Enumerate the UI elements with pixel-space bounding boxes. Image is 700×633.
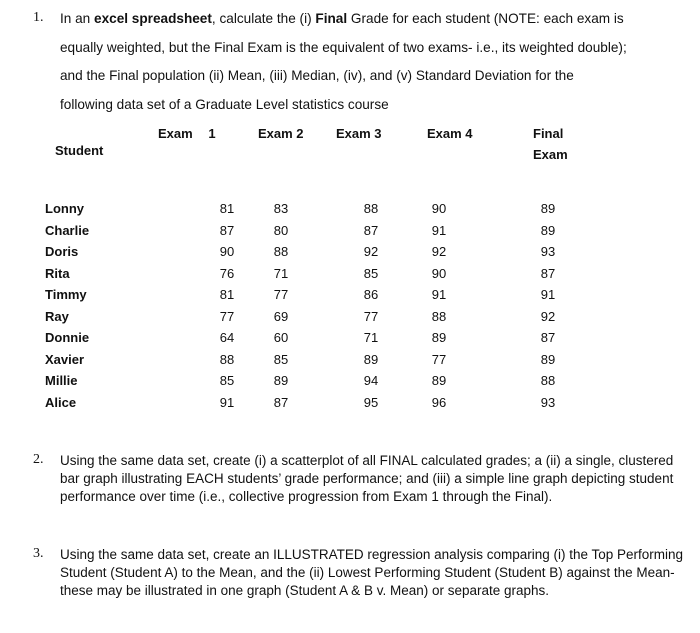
score-exam-3: 77	[363, 308, 379, 324]
score-exam-4: 89	[431, 330, 447, 345]
header-exam-2: Exam 2	[258, 126, 304, 141]
score-exam-3: 95	[363, 394, 379, 410]
student-name: Ray	[45, 308, 69, 324]
score-final-exam: 93	[540, 244, 556, 259]
question-2-number: 2.	[33, 452, 44, 467]
score-exam-1: 76	[219, 265, 235, 281]
header-exam-3: Exam 3	[336, 126, 382, 141]
question-3-text: Using the same data set, create an ILLUSTRATED regression analysis comparing (i) the Top Performing Student (Student A) to the Mean, and the (ii) Lowest Performing Student (Student B) against the Mean- these may be illustrated in one graph (Student A & B v. Mean) or separate graphs.	[60, 547, 684, 598]
emphasis-text: Final	[315, 11, 348, 26]
score-exam-2: 60	[273, 330, 289, 345]
score-exam-1: 64	[219, 330, 235, 345]
score-exam-3: 87	[363, 222, 379, 238]
score-exam-3: 86	[363, 287, 379, 302]
score-exam-4: 89	[431, 373, 447, 388]
student-name: Rita	[45, 265, 70, 281]
question-3-number: 3.	[33, 546, 44, 561]
student-name: Xavier	[45, 351, 85, 367]
score-exam-4: 90	[431, 265, 447, 281]
score-final-exam: 89	[540, 201, 556, 216]
score-exam-2: 88	[273, 244, 289, 259]
score-exam-1: 87	[219, 222, 235, 238]
score-exam-4: 88	[431, 308, 447, 324]
score-exam-4: 91	[431, 222, 447, 238]
header-exam-1	[158, 126, 216, 141]
score-final-exam: 92	[540, 308, 556, 324]
score-final-exam: 88	[540, 373, 556, 388]
score-exam-3: 71	[363, 330, 379, 345]
header-exam-1-label: Exam	[158, 126, 193, 141]
score-exam-2: 85	[273, 351, 289, 367]
score-exam-2: 89	[273, 373, 289, 388]
score-exam-2: 87	[273, 394, 289, 410]
score-exam-3: 92	[363, 244, 379, 259]
question-1-line: and the Final population (ii) Mean, (iii) Median, (iv), and (v) Standard Deviation for the	[60, 68, 574, 83]
emphasis-text: excel spreadsheet	[94, 11, 212, 26]
score-exam-3: 88	[363, 201, 379, 216]
score-exam-1: 90	[219, 244, 235, 259]
score-exam-1: 91	[219, 394, 235, 410]
student-name: Lonny	[45, 201, 84, 216]
score-exam-2: 77	[273, 287, 289, 302]
student-name: Timmy	[45, 287, 87, 302]
header-exam-1-number: 1	[208, 126, 216, 141]
student-name: Alice	[45, 394, 77, 410]
score-final-exam: 87	[540, 330, 556, 345]
score-final-exam: 89	[540, 351, 556, 367]
question-1-number: 1.	[33, 10, 44, 25]
score-exam-4: 90	[431, 201, 447, 216]
score-final-exam: 93	[540, 394, 556, 410]
question-1-line: In an excel spreadsheet, calculate the (i) Final Grade for each student (NOTE: each exam is	[60, 11, 624, 26]
header-final-line-2: Exam	[533, 147, 568, 162]
score-exam-1: 88	[219, 351, 235, 367]
header-student: Student	[55, 143, 104, 158]
student-name: Charlie	[45, 222, 90, 238]
question-1-line: equally weighted, but the Final Exam is the equivalent of two exams- i.e., its weighted double);	[60, 39, 627, 55]
question-2-text: Using the same data set, create (i) a scatterplot of all FINAL calculated grades; a (ii) a single, clustered bar graph illustrating EACH students’ grade performance; and (iii) a simple line graph depicting student performance over time (i.e., collective progression from Exam 1 through the Final).	[60, 453, 674, 504]
question-1-text	[60, 8, 690, 122]
score-exam-4: 92	[431, 244, 447, 259]
score-exam-2: 71	[273, 265, 289, 281]
student-name: Doris	[45, 244, 79, 259]
score-final-exam: 87	[540, 265, 556, 281]
score-exam-4: 96	[431, 394, 447, 410]
score-exam-1: 81	[219, 287, 235, 302]
score-final-exam: 91	[540, 287, 556, 302]
student-name: Donnie	[45, 330, 90, 345]
score-exam-1: 77	[219, 308, 235, 324]
score-exam-1: 81	[219, 201, 235, 216]
score-exam-3: 89	[363, 351, 379, 367]
header-exam-4: Exam 4	[427, 126, 473, 141]
header-final-line-1: Final	[533, 126, 564, 141]
score-exam-1: 85	[219, 373, 235, 388]
score-final-exam: 89	[540, 222, 556, 238]
question-1-line: following data set of a Graduate Level statistics course	[60, 96, 389, 112]
score-exam-3: 94	[363, 373, 379, 388]
score-exam-2: 69	[273, 308, 289, 324]
score-exam-4: 77	[431, 351, 447, 367]
score-exam-2: 80	[273, 222, 289, 238]
score-exam-2: 83	[273, 201, 289, 216]
student-name: Millie	[45, 373, 78, 388]
score-exam-4: 91	[431, 287, 447, 302]
score-exam-3: 85	[363, 265, 379, 281]
